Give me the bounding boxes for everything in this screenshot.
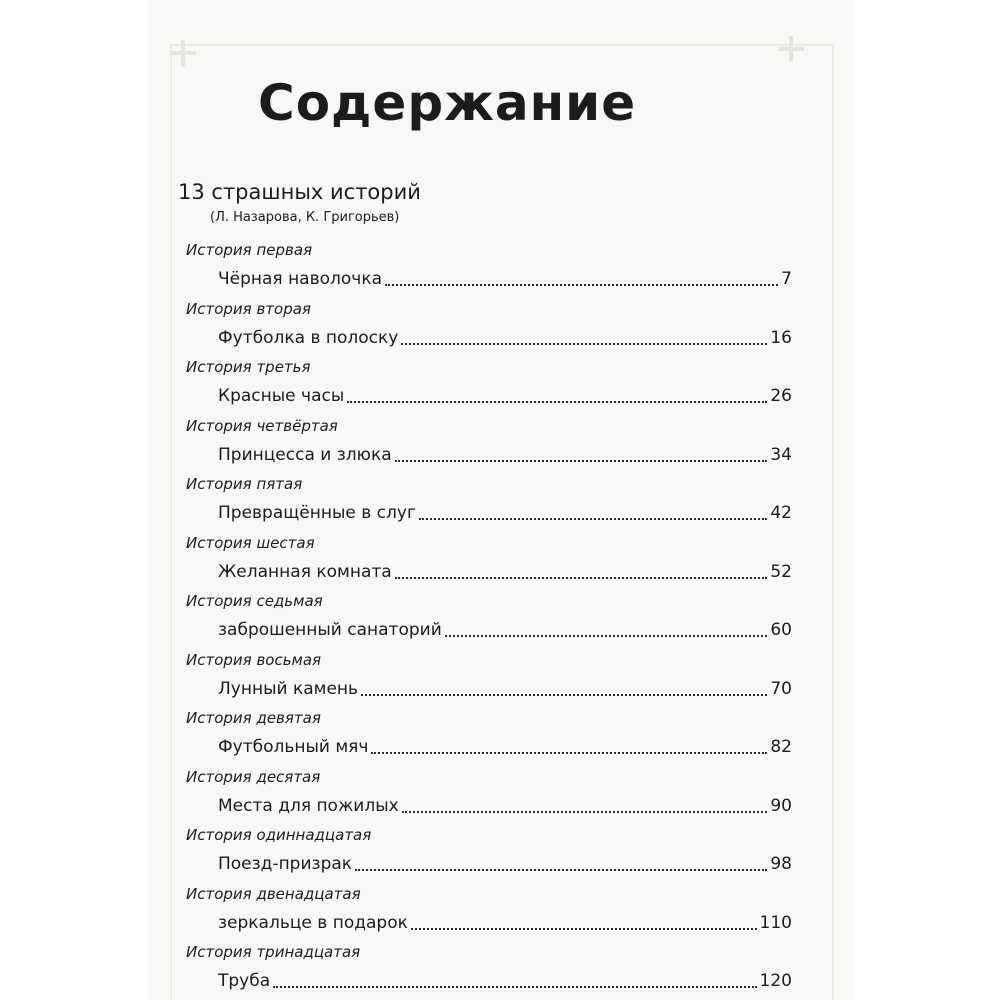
story-label: История двенадцатая xyxy=(186,884,361,903)
toc-entry xyxy=(186,238,792,297)
story-name: Места для пожилых xyxy=(218,795,399,816)
toc-entry xyxy=(186,940,792,999)
book-page xyxy=(148,0,854,1000)
dot-leader xyxy=(347,401,767,403)
story-row[interactable] xyxy=(218,906,792,936)
story-label: История одиннадцатая xyxy=(186,826,372,844)
story-name: Лунный камень xyxy=(218,678,359,699)
dot-leader xyxy=(411,928,757,930)
story-row[interactable] xyxy=(218,496,792,526)
dot-leader xyxy=(445,635,768,637)
dot-leader xyxy=(273,986,756,988)
toc-entry xyxy=(186,823,792,882)
page-number: 60 xyxy=(770,620,792,640)
story-row[interactable] xyxy=(218,964,792,994)
book-title: 13 страшных историй xyxy=(178,180,421,204)
story-row[interactable] xyxy=(218,789,792,819)
story-name: Красные часы xyxy=(218,386,345,406)
toc-entries xyxy=(186,238,792,999)
story-label: История четвёртая xyxy=(186,416,338,435)
story-name: заброшенный санаторий xyxy=(218,620,442,640)
toc-entry xyxy=(186,472,792,531)
story-name: Чёрная наволочка xyxy=(218,269,383,289)
page-number: 7 xyxy=(781,269,792,289)
bleed-through-cross-icon xyxy=(778,36,804,62)
story-row[interactable] xyxy=(218,847,792,877)
story-row[interactable] xyxy=(218,730,792,760)
story-label: История тринадцатая xyxy=(186,943,361,961)
page-number: 120 xyxy=(759,971,792,991)
page-number: 98 xyxy=(770,854,792,874)
story-row[interactable] xyxy=(218,321,792,351)
story-label: История шестая xyxy=(186,533,315,552)
dot-leader xyxy=(371,752,767,754)
story-row[interactable] xyxy=(218,438,792,468)
toc-entry xyxy=(186,648,792,707)
story-row[interactable] xyxy=(218,262,792,292)
story-name: Превращённые в слуг xyxy=(218,503,416,523)
story-label: История пятая xyxy=(186,475,303,493)
dot-leader xyxy=(361,694,767,696)
story-name: Принцесса и злюка xyxy=(218,444,392,465)
story-label: История девятая xyxy=(186,709,321,727)
page-title: Содержание xyxy=(258,74,637,132)
toc-entry xyxy=(186,355,792,414)
page-number: 34 xyxy=(770,444,792,465)
story-row[interactable] xyxy=(218,672,792,702)
story-name: Футбольный мяч xyxy=(218,737,369,757)
toc-entry xyxy=(186,765,792,824)
toc-entry xyxy=(186,297,792,356)
dot-leader xyxy=(395,460,768,462)
dot-leader xyxy=(355,869,767,871)
dot-leader xyxy=(419,518,767,520)
page-number: 90 xyxy=(770,795,792,816)
story-name: Поезд-призрак xyxy=(218,854,353,874)
page-number: 70 xyxy=(770,678,792,699)
toc-entry xyxy=(186,706,792,765)
bleed-through-cross-icon xyxy=(170,40,196,66)
story-label: История первая xyxy=(186,241,313,259)
toc-entry xyxy=(186,882,792,941)
story-label: История третья xyxy=(186,358,311,376)
story-name: Труба xyxy=(218,971,271,991)
page-number: 110 xyxy=(759,912,792,933)
dot-leader xyxy=(402,811,768,813)
dot-leader xyxy=(401,343,767,345)
story-label: История вторая xyxy=(186,299,311,318)
dot-leader xyxy=(395,577,768,579)
story-row[interactable] xyxy=(218,555,792,585)
page-number: 52 xyxy=(770,561,792,582)
page-number: 82 xyxy=(770,737,792,757)
page-number: 16 xyxy=(770,327,792,348)
book-authors: (Л. Назарова, К. Григорьев) xyxy=(210,210,400,225)
toc-entry xyxy=(186,414,792,473)
story-name: Желанная комната xyxy=(218,561,392,582)
story-name: зеркальце в подарок xyxy=(218,912,408,933)
toc-entry xyxy=(186,531,792,590)
page-number: 42 xyxy=(770,503,792,523)
story-row[interactable] xyxy=(218,613,792,643)
story-row[interactable] xyxy=(218,379,792,409)
dot-leader xyxy=(385,284,778,286)
story-label: История восьмая xyxy=(186,650,322,669)
story-label: История седьмая xyxy=(186,592,323,610)
story-label: История десятая xyxy=(186,767,321,786)
story-name: Футболка в полоску xyxy=(218,327,399,348)
toc-entry xyxy=(186,589,792,648)
page-number: 26 xyxy=(770,386,792,406)
